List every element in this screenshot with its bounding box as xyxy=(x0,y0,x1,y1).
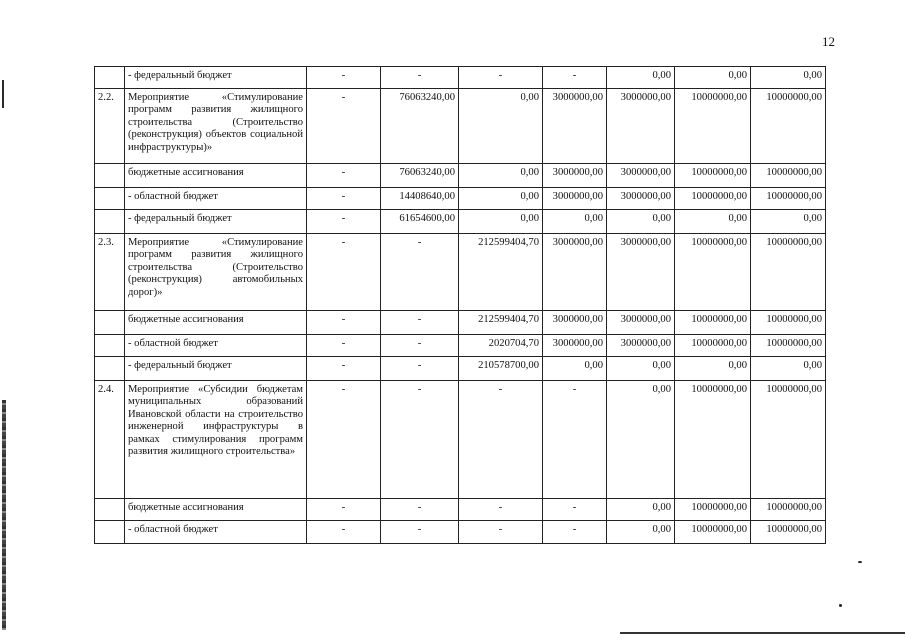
value-col-6: 10000000,00 xyxy=(675,311,751,335)
row-number xyxy=(95,67,125,89)
value-col-4: 0,00 xyxy=(543,210,607,234)
value-col-6: 10000000,00 xyxy=(675,89,751,164)
row-number: 2.3. xyxy=(95,234,125,311)
value-col-1: - xyxy=(307,234,381,311)
value-col-2: - xyxy=(381,521,459,544)
value-col-3: 2020704,70 xyxy=(459,335,543,357)
value-col-4: 3000000,00 xyxy=(543,234,607,311)
value-col-6: 10000000,00 xyxy=(675,335,751,357)
value-col-4: 3000000,00 xyxy=(543,164,607,188)
row-name: бюджетные ассигнования xyxy=(125,164,307,188)
value-col-4: 3000000,00 xyxy=(543,89,607,164)
value-col-3: - xyxy=(459,521,543,544)
value-col-7: 10000000,00 xyxy=(751,381,826,499)
value-col-6: 10000000,00 xyxy=(675,521,751,544)
value-col-3: 0,00 xyxy=(459,188,543,210)
row-number xyxy=(95,521,125,544)
value-col-4: 3000000,00 xyxy=(543,311,607,335)
table-row xyxy=(95,89,826,164)
value-col-2: - xyxy=(381,335,459,357)
value-col-5: 3000000,00 xyxy=(607,164,675,188)
value-col-7: 10000000,00 xyxy=(751,234,826,311)
value-col-6: 10000000,00 xyxy=(675,164,751,188)
value-col-7: 10000000,00 xyxy=(751,499,826,521)
value-col-3: 212599404,70 xyxy=(459,234,543,311)
value-col-1: - xyxy=(307,311,381,335)
value-col-5: 0,00 xyxy=(607,381,675,499)
row-number xyxy=(95,164,125,188)
scan-artifact-left-top xyxy=(2,80,4,108)
row-name: Мероприятие «Стимулирование программ развития жилищного строительства (Строительство (реконструкция) объектов социальной инфраструктуры)» xyxy=(125,89,307,164)
value-col-3: - xyxy=(459,381,543,499)
value-col-2: 76063240,00 xyxy=(381,164,459,188)
scan-artifact-dot xyxy=(839,604,842,607)
table-row xyxy=(95,311,826,335)
value-col-6: 0,00 xyxy=(675,67,751,89)
value-col-3: 0,00 xyxy=(459,210,543,234)
value-col-5: 0,00 xyxy=(607,210,675,234)
value-col-2: - xyxy=(381,381,459,499)
value-col-6: 10000000,00 xyxy=(675,381,751,499)
row-name: Мероприятие «Субсидии бюджетам муниципальных образований Ивановской области на строительство инженерной инфраструктуры в рамках стимулирования программ развития жилищного строительства» xyxy=(125,381,307,499)
value-col-2: - xyxy=(381,67,459,89)
value-col-5: 3000000,00 xyxy=(607,311,675,335)
value-col-3: - xyxy=(459,67,543,89)
row-name: - федеральный бюджет xyxy=(125,210,307,234)
value-col-3: 0,00 xyxy=(459,164,543,188)
page-number: 12 xyxy=(822,34,835,49)
value-col-2: - xyxy=(381,234,459,311)
budget-table xyxy=(94,66,826,544)
value-col-1: - xyxy=(307,210,381,234)
value-col-5: 3000000,00 xyxy=(607,234,675,311)
value-col-6: 0,00 xyxy=(675,357,751,381)
row-number xyxy=(95,335,125,357)
table-row xyxy=(95,188,826,210)
value-col-7: 10000000,00 xyxy=(751,89,826,164)
value-col-4: - xyxy=(543,499,607,521)
value-col-4: - xyxy=(543,381,607,499)
value-col-1: - xyxy=(307,521,381,544)
value-col-3: 212599404,70 xyxy=(459,311,543,335)
value-col-7: 0,00 xyxy=(751,67,826,89)
row-number xyxy=(95,210,125,234)
table-row xyxy=(95,357,826,381)
value-col-4: 0,00 xyxy=(543,357,607,381)
table-row xyxy=(95,164,826,188)
value-col-1: - xyxy=(307,188,381,210)
row-number xyxy=(95,357,125,381)
value-col-5: 3000000,00 xyxy=(607,89,675,164)
row-number: 2.4. xyxy=(95,381,125,499)
row-name: - областной бюджет xyxy=(125,335,307,357)
value-col-2: - xyxy=(381,311,459,335)
value-col-3: 210578700,00 xyxy=(459,357,543,381)
value-col-1: - xyxy=(307,67,381,89)
row-number: 2.2. xyxy=(95,89,125,164)
value-col-7: 0,00 xyxy=(751,210,826,234)
value-col-3: - xyxy=(459,499,543,521)
value-col-7: 10000000,00 xyxy=(751,521,826,544)
row-number xyxy=(95,188,125,210)
row-name: бюджетные ассигнования xyxy=(125,311,307,335)
value-col-2: - xyxy=(381,357,459,381)
value-col-7: 10000000,00 xyxy=(751,188,826,210)
value-col-3: 0,00 xyxy=(459,89,543,164)
value-col-7: 10000000,00 xyxy=(751,164,826,188)
row-name: - федеральный бюджет xyxy=(125,67,307,89)
row-name: Мероприятие «Стимулирование программ развития жилищного строительства (Строительство (реконструкция) автомобильных дорог)» xyxy=(125,234,307,311)
value-col-2: - xyxy=(381,499,459,521)
value-col-6: 10000000,00 xyxy=(675,188,751,210)
value-col-4: - xyxy=(543,67,607,89)
value-col-1: - xyxy=(307,164,381,188)
table-row xyxy=(95,521,826,544)
scan-artifact-bottom-line xyxy=(620,632,905,634)
value-col-2: 14408640,00 xyxy=(381,188,459,210)
value-col-1: - xyxy=(307,89,381,164)
value-col-5: 0,00 xyxy=(607,357,675,381)
value-col-6: 0,00 xyxy=(675,210,751,234)
scan-artifact-left-edge xyxy=(2,400,6,630)
value-col-4: - xyxy=(543,521,607,544)
table-row xyxy=(95,234,826,311)
row-name: - областной бюджет xyxy=(125,521,307,544)
value-col-7: 10000000,00 xyxy=(751,311,826,335)
value-col-1: - xyxy=(307,357,381,381)
row-number xyxy=(95,311,125,335)
value-col-2: 76063240,00 xyxy=(381,89,459,164)
table-row xyxy=(95,67,826,89)
row-name: - областной бюджет xyxy=(125,188,307,210)
value-col-5: 0,00 xyxy=(607,521,675,544)
value-col-1: - xyxy=(307,335,381,357)
value-col-4: 3000000,00 xyxy=(543,188,607,210)
value-col-2: 61654600,00 xyxy=(381,210,459,234)
value-col-4: 3000000,00 xyxy=(543,335,607,357)
scan-artifact-dot xyxy=(858,561,862,563)
table-body xyxy=(95,67,826,544)
value-col-6: 10000000,00 xyxy=(675,499,751,521)
value-col-5: 0,00 xyxy=(607,499,675,521)
value-col-5: 3000000,00 xyxy=(607,335,675,357)
value-col-1: - xyxy=(307,381,381,499)
row-number xyxy=(95,499,125,521)
value-col-5: 0,00 xyxy=(607,67,675,89)
table-row xyxy=(95,381,826,499)
value-col-6: 10000000,00 xyxy=(675,234,751,311)
row-name: - федеральный бюджет xyxy=(125,357,307,381)
table-row xyxy=(95,335,826,357)
row-name: бюджетные ассигнования xyxy=(125,499,307,521)
value-col-7: 10000000,00 xyxy=(751,335,826,357)
table-row xyxy=(95,499,826,521)
value-col-7: 0,00 xyxy=(751,357,826,381)
value-col-5: 3000000,00 xyxy=(607,188,675,210)
value-col-1: - xyxy=(307,499,381,521)
table-row xyxy=(95,210,826,234)
